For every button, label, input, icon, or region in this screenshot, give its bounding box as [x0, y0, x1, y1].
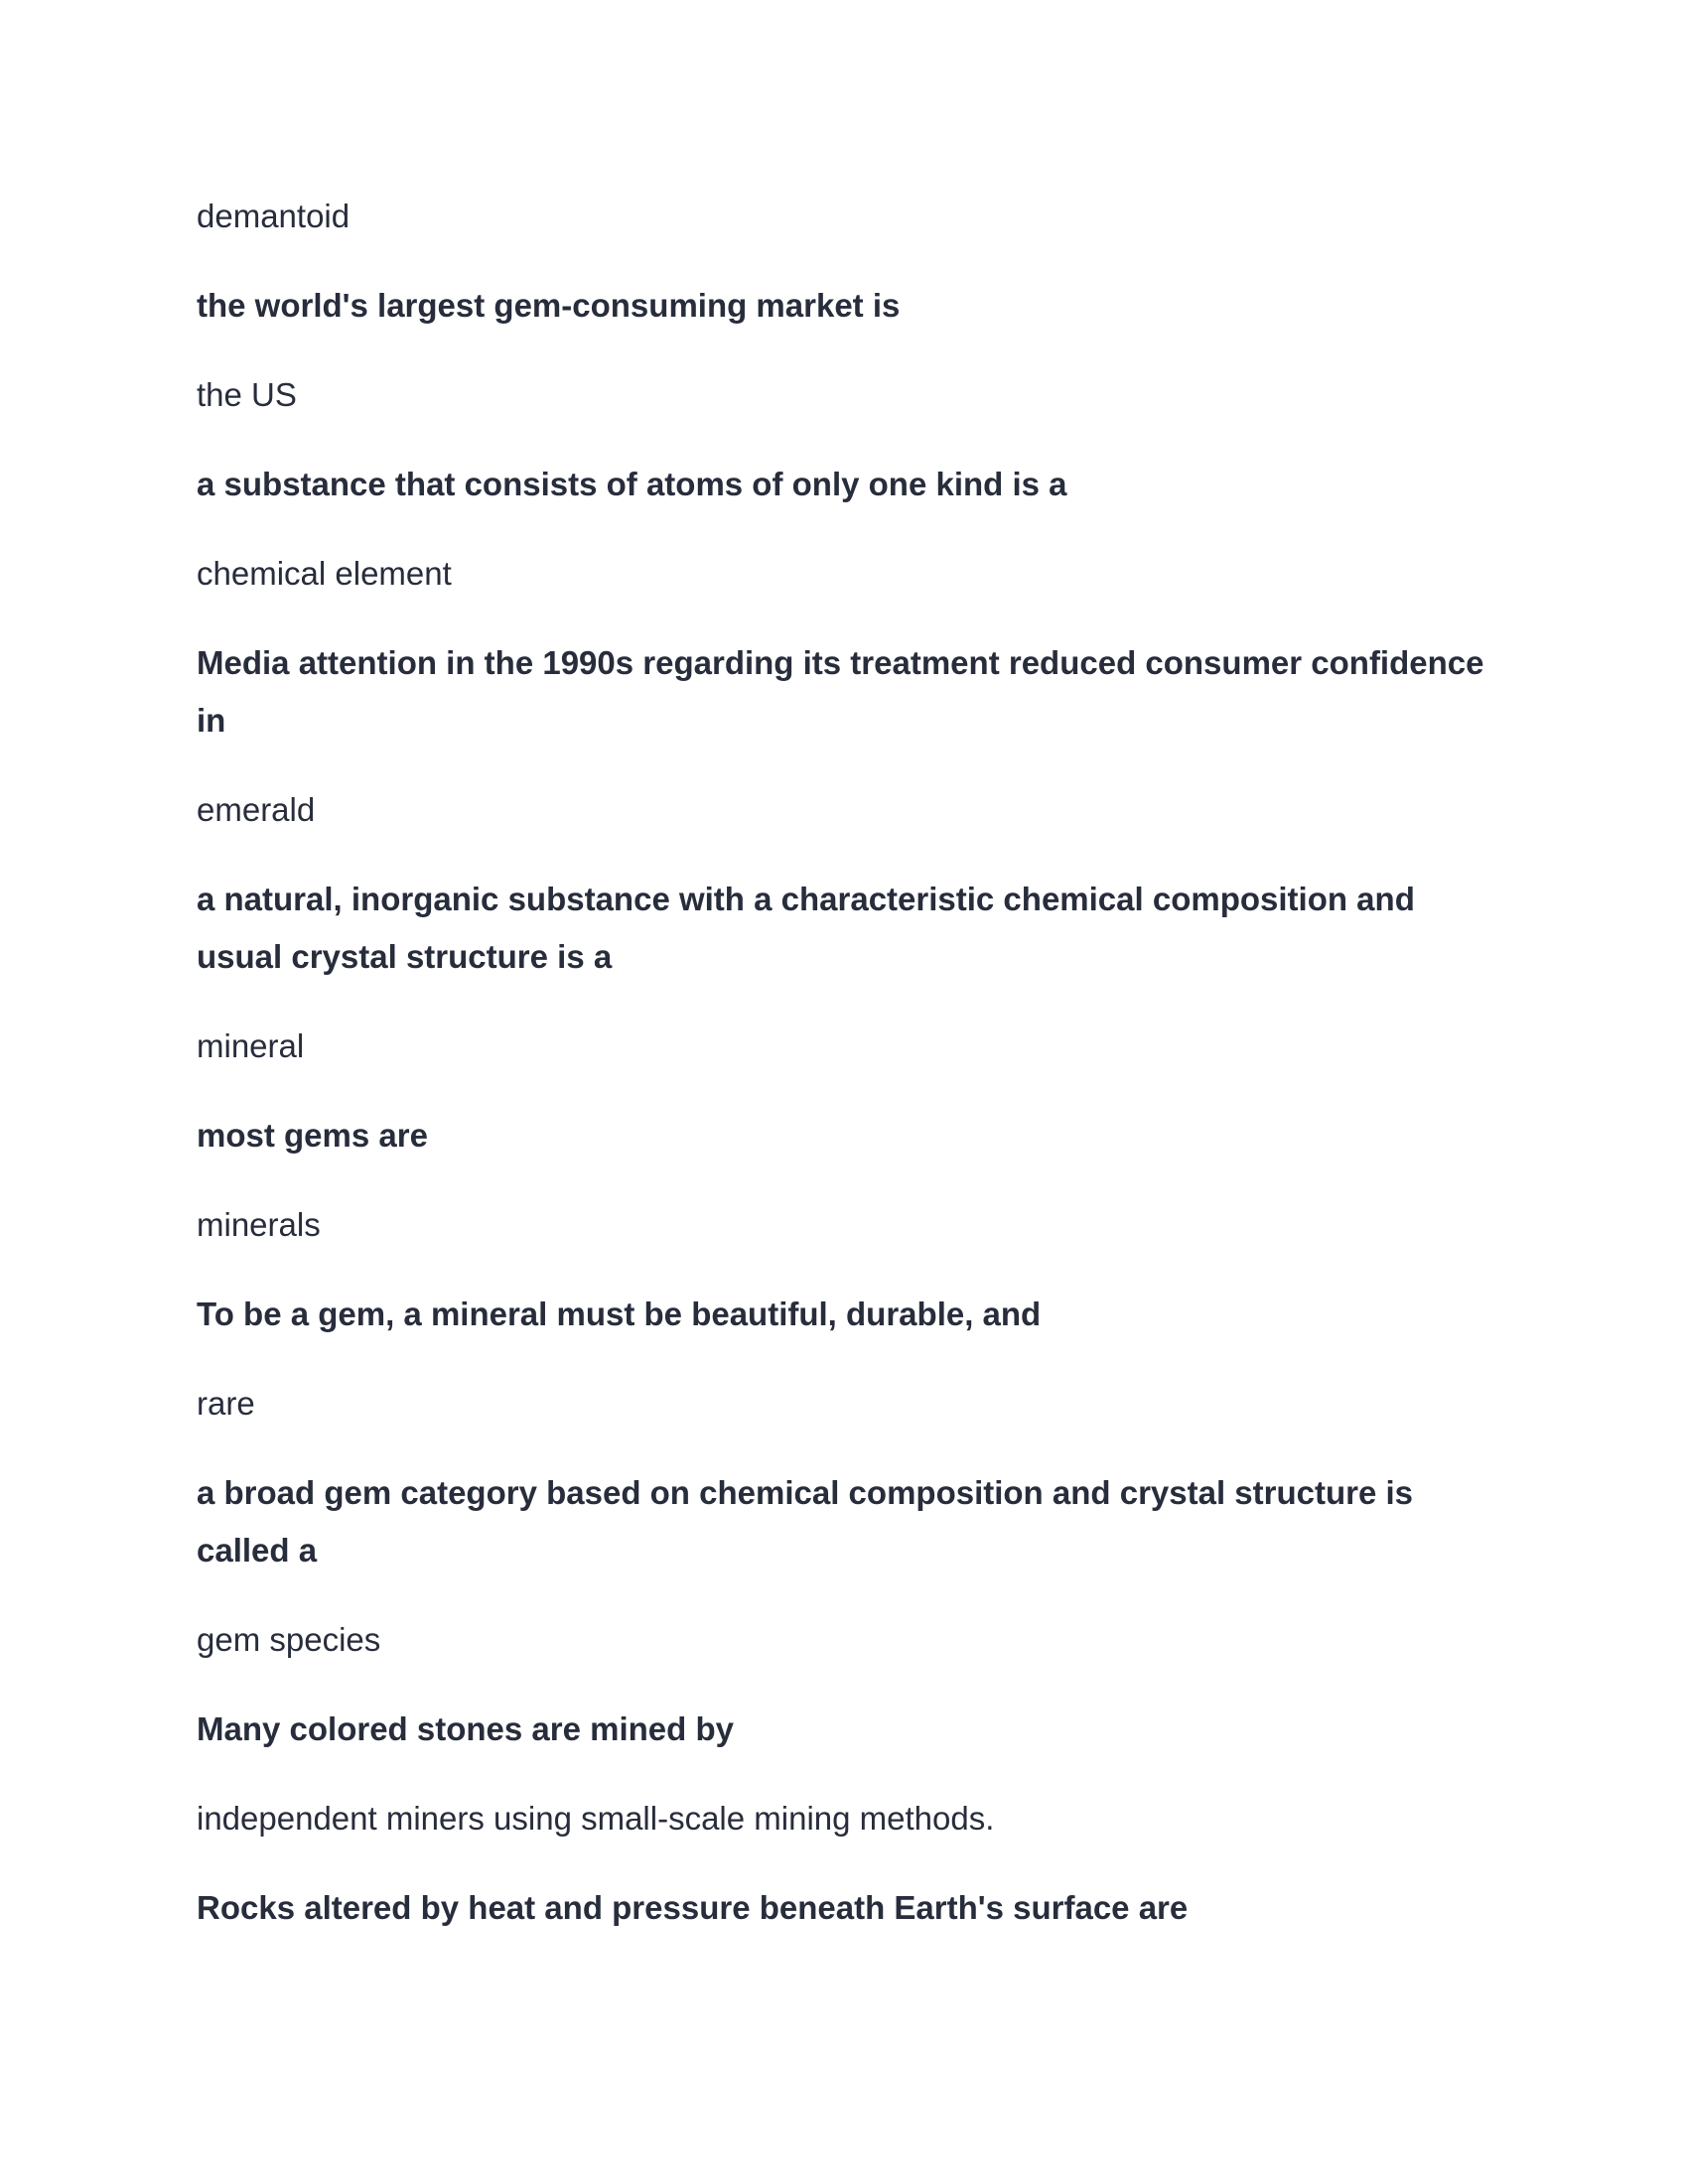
question-text: To be a gem, a mineral must be beautiful, durable, and	[197, 1296, 1042, 1332]
answer-text: minerals	[197, 1206, 321, 1243]
answer-text: rare	[197, 1385, 255, 1422]
flashcard-document	[197, 188, 1487, 1969]
answer-text: mineral	[197, 1027, 305, 1064]
answer-text: the US	[197, 376, 297, 413]
question-text: a broad gem category based on chemical composition and crystal structure is called a	[197, 1474, 1414, 1569]
answer-text: chemical element	[197, 555, 452, 592]
question-text: most gems are	[197, 1117, 428, 1154]
question-text: a natural, inorganic substance with a characteristic chemical composition and usual crystal structure is a	[197, 881, 1415, 975]
answer-text: emerald	[197, 791, 316, 828]
answer-text: gem species	[197, 1621, 381, 1658]
answer-text: demantoid	[197, 198, 351, 234]
question-text: Rocks altered by heat and pressure beneath Earth's surface are	[197, 1889, 1189, 1926]
question-text: a substance that consists of atoms of only one kind is a	[197, 466, 1067, 502]
question-text: Many colored stones are mined by	[197, 1710, 734, 1747]
question-text: the world's largest gem-consuming market is	[197, 287, 901, 324]
answer-text: independent miners using small-scale mining methods.	[197, 1800, 995, 1837]
question-text: Media attention in the 1990s regarding its treatment reduced consumer confidence in	[197, 644, 1484, 739]
